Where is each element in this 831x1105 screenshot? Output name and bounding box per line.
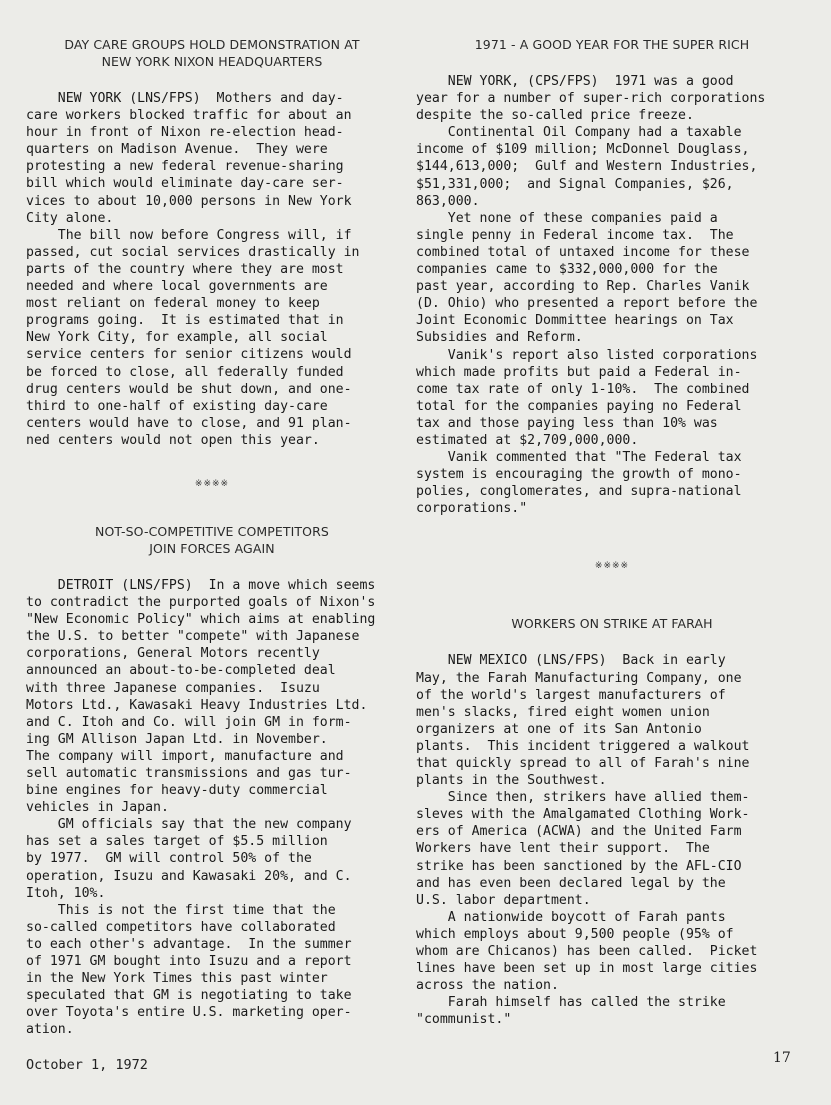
daycare-body: NEW YORK (LNS/FPS) Mothers and day- care workers blocked traffic for about an hour in front of Nixon re-election head- quarters on Madison Avenue. They were protesting a new federal revenue-sharing bill which would eliminate day-care ser- vices to about 10,000 persons in New York City alone. The bill now before Congress will, if passed, cut social services drastically in parts of the country where they are most needed and where local governments are most reliant on federal money to keep programs going. It is estimated that in New York City, for example, all social service centers for senior citizens would be forced to close, all federally funded drug centers would be shut down, and one- third to one-half of existing day-care centers would have to close, and 91 plan- ned centers would not open this year. [26, 91, 360, 448]
left-column [26, 36, 398, 1039]
right-column [416, 36, 808, 1029]
super-rich-body: NEW YORK, (CPS/FPS) 1971 was a good year for a number of super-rich corporations despite the so-called price freeze. Continental Oil Company had a taxable income of $109 million; McDonnel Douglass, $144,613,000; Gulf and Western Industries, $51,331,000; and Signal Companies, $26, 863,000. Yet none of these companies paid a single penny in Federal income tax. The combined total of untaxed income for these companies came to $332,000,000 for the past year, according to Rep. Charles Vanik (D. Ohio) who presented a report before the Joint Economic Dommittee hearings on Tax Subsidies and Reform. Vanik's report also listed corporations which made profits but paid a Federal in- come tax rate of only 1-10%. The combined total for the companies paying no Federal tax and those paying less than 10% was estimated at $2,709,000,000. Vanik commented that "The Federal tax system is encouraging the growth of mono- polies, conglomerates, and supra-national corporations." [416, 74, 766, 517]
competitors-body: DETROIT (LNS/FPS) In a move which seems to contradict the purported goals of Nixon's "New Economic Policy" which aims at enabling the U.S. to better "compete" with Japanese corporations, General Motors recently announced an about-to-be-completed deal with three Japanese companies. Isuzu Motors Ltd., Kawasaki Heavy Industries Ltd. and C. Itoh and Co. will join GM in form- ing GM Allison Japan Ltd. in November. The company will import, manufacture and sell automatic transmissions and gas tur- bine engines for heavy-duty commercial vehicles in Japan. GM officials say that the new company has set a sales target of $5.5 million by 1977. GM will control 50% of the operation, Isuzu and Kawasaki 20%, and C. Itoh, 10%. This is not the first time that the so-called competitors have collaborated to each other's advantage. In the summer of 1971 GM bought into Isuzu and a report in the New York Times this past winter speculated that GM is negotiating to take over Toyota's entire U.S. marketing oper- ation. [26, 577, 376, 1038]
page-number: 17 [773, 1050, 791, 1066]
separator-ornament: ※※※※ [594, 561, 630, 572]
separator-ornament: ※※※※ [194, 478, 230, 489]
daycare-headline: DAY CARE GROUPS HOLD DEMONSTRATION AT NEW YORK NIXON HEADQUARTERS [64, 37, 360, 69]
competitors-headline: NOT-SO-COMPETITIVE COMPETITORS JOIN FORCES AGAIN [95, 523, 329, 556]
super-rich-headline: 1971 - A GOOD YEAR FOR THE SUPER RICH [474, 37, 750, 52]
farah-headline: WORKERS ON STRIKE AT FARAH [511, 616, 713, 632]
issue-date: October 1, 1972 [26, 1057, 148, 1073]
farah-body: NEW MEXICO (LNS/FPS) Back in early May, the Farah Manufacturing Company, one of the world's largest manufacturers of men's slacks, fired eight women union organizers at one of its San Antonio plants. This incident triggered a walkout that quickly spread to all of Farah's nine plants in the Southwest. Since then, strikers have allied them- sleves with the Amalgamated Clothing Work- ers of America (ACWA) and the United Farm Workers have lent their support. The strike has been sanctioned by the AFL-CIO and has even been declared legal by the U.S. labor department. A nationwide boycott of Farah pants which employs about 9,500 people (95% of whom are Chicanos) has been called. Picket lines have been set up in most large cities across the nation. Farah himself has called the strike "communist." [416, 653, 758, 1028]
